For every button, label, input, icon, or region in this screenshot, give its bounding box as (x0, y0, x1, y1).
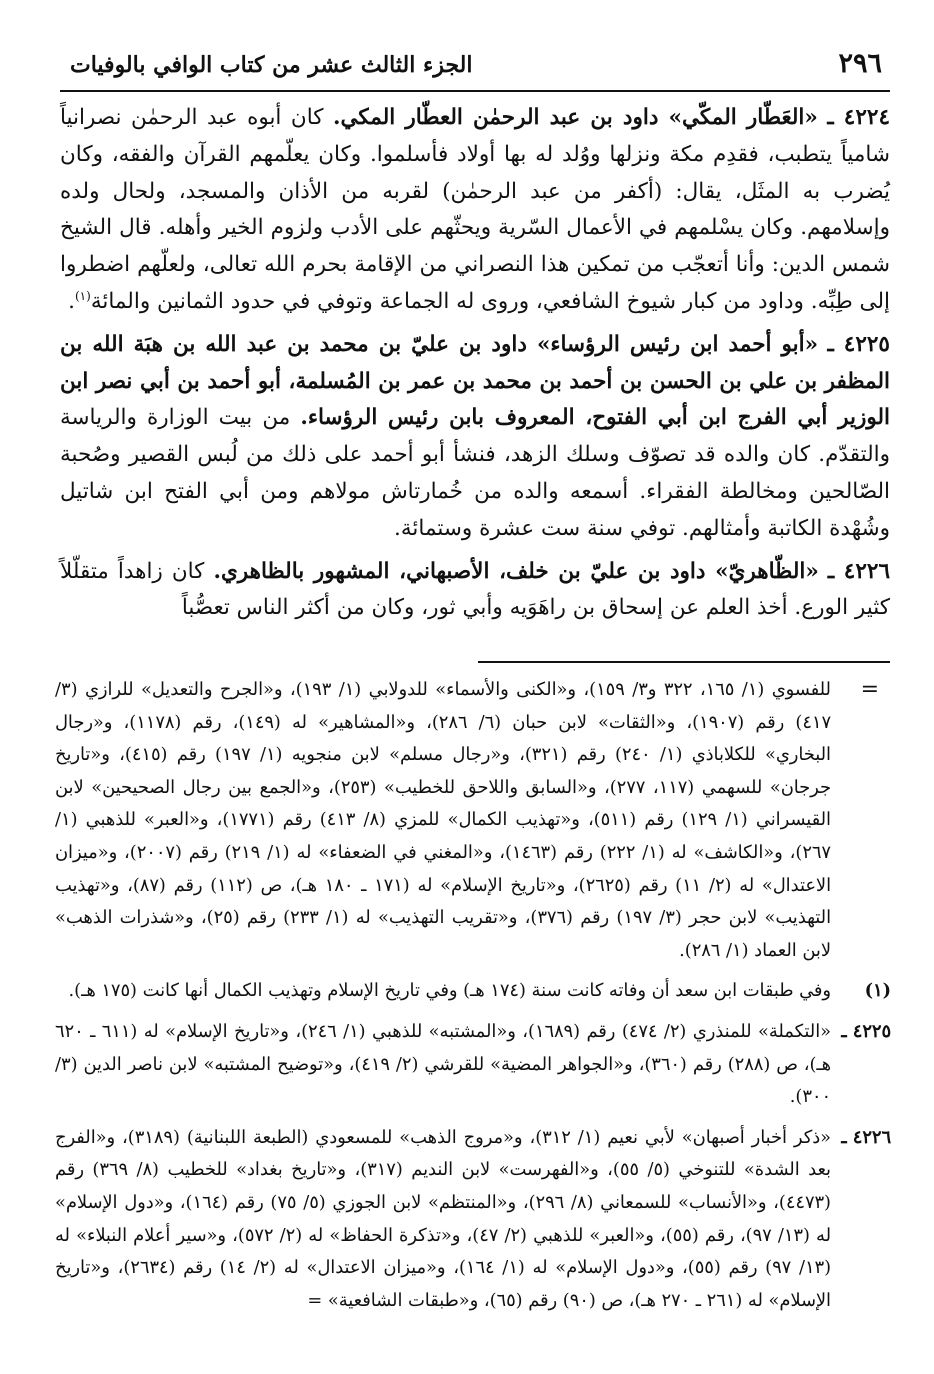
entry-number: ٤٢٢٦ ـ (827, 558, 890, 584)
footnote-4226 (55, 1122, 891, 1318)
entry-heading: «أبو أحمد ابن رئيس الرؤساء» داود بن عليّ بن محمد بن عبد الله بن هبَة الله بن المظفر بن علي بن الحسن بن أحمد بن محمد بن عمر بن المُسلمة، أبو أحمد بن أبي نصر ابن الوزير أبي الفرج ابن أبي الفتوح، المعروف بابن رئيس الرؤساء. (60, 331, 890, 431)
page-number: ٢٩٦ (838, 48, 882, 79)
footnote-continuation (55, 674, 891, 967)
entry-4224 (60, 100, 890, 321)
footnote-text: «التكملة» للمنذري (٢/ ٤٧٤) رقم (١٦٨٩)، و«المشتبه» للذهبي (١/ ٢٤٦)، و«تاريخ الإسلام» له (٦١١ ـ ٦٢٠ هـ)، ص (٢٨٨) رقم (٣٦٠)، و«الجواهر المضية» للقرشي (٢/ ٤١٩)، و«توضيح المشتبه» لابن ناصر الدين (٣/ ٣٠٠). (55, 1020, 832, 1108)
footnote-text: وفي طبقات ابن سعد أن وفاته كانت سنة (١٧٤ هـ) وفي تاريخ الإسلام وتهذيب الكمال أنها كانت (١٧٥ هـ). (68, 980, 831, 1002)
main-text (60, 100, 890, 633)
entry-4225 (60, 327, 890, 548)
entry-4226 (60, 554, 890, 628)
footnote-mark: ٤٢٢٦ ـ (841, 1126, 891, 1148)
entry-heading: «العَطّار المكّي» داود بن عبد الرحمٰن العطّار المكي. (333, 105, 818, 130)
entry-number: ٤٢٢٤ ـ (827, 105, 890, 130)
entry-body: كان أبوه عبد الرحمٰن نصرانياً شامياً يتطبب، فقدِم مكة ونزلها ووُلد له بها أولاد فأسلموا. وكان يعلّمهم القرآن والفقه، وكان يُضرب به المثَل، يقال: (أكفر من عبد الرحمٰن) لقربه من الأذان والمسجد، ولحال ولده وإسلامهم. وكان يسْلمهم في الأعمال السّرية ويحثّهم على الأدب ولزوم الخير وأهله. قال الشيخ شمس الدين: وأنا أتعجّب من تمكين هذا النصراني من الإقامة بحرم الله تعالى، ولعلّهم اضطروا إلى طِبِّه. وداود من كبار شيوخ الشافعي، وروى له الجماعة وتوفي في حدود الثمانين والمائة (60, 105, 890, 314)
footnote-ref[interactable]: (١) (74, 288, 91, 303)
entry-heading: «الظّاهريّ» داود بن عليّ بن خلف، الأصبهاني، المشهور بالظاهري. (213, 558, 819, 584)
footnote-mark: ٤٢٢٥ ـ (841, 1020, 891, 1042)
footnote-4225 (55, 1016, 891, 1114)
entry-body: كان زاهداً متقلّلاً كثير الورع. أخذ العلم عن إسحاق بن راهَوَيه وأبي ثور، وكان من أكثر الناس تعصُّباً (60, 558, 890, 621)
entry-tail: . (68, 288, 75, 314)
footnote-mark: = (860, 677, 879, 702)
footnote-1 (55, 975, 891, 1008)
entry-body: من بيت الوزارة والرياسة والتقدّم. كان والده قد تصوّف وسلك الزهد، فنشأ أبو أحمد على ذلك من لُبس القصير وصُحبة الصّالحين ومخالطة الفقراء. أسمعه والده من خُمارتاش مولاهم ومن أبي الفتح ابن شاتيل وشُهْدة الكاتبة وأمثالهم. توفي سنة ست عشرة وستمائة. (60, 405, 890, 541)
footnote-text: «ذكر أخبار أصبهان» لأبي نعيم (١/ ٣١٢)، و«مروج الذهب» للمسعودي (الطبعة اللبنانية) (٣١٨٩)، و«الفرج بعد الشدة» للتنوخي (٥/ ٥٥)، و«الفهرست» لابن النديم (٣١٧)، و«تاريخ بغداد» للخطيب (٨/ ٣٦٩) رقم (٤٤٧٣)، و«الأنساب» للسمعاني (٨/ ٢٩٦)، و«المنتظم» لابن الجوزي (٥/ ٧٥) رقم (١٦٤)، و«دول الإسلام» له (١٣/ ٩٧)، رقم (٥٥)، و«العبر» للذهبي (٢/ ٤٧)، و«تذكرة الحفاظ» له (٢/ ٥٧٢)، و«سير أعلام النبلاء» له (١٣/ ٩٧) رقم (٥٥)، و«دول الإسلام» له (١/ ١٦٤)، و«ميزان الاعتدال» له (٢/ ١٤) رقم (٢٦٣٤)، و«تاريخ الإسلام» له (٢٦١ ـ ٢٧٠ هـ)، ص (٩٠) رقم (٦٥)، و«طبقات الشافعية» = (55, 1126, 832, 1311)
entry-number: ٤٢٢٥ ـ (827, 331, 890, 357)
footnote-text: للفسوي (١/ ١٦٥، ٣٢٢ و٣/ ١٥٩)، و«الكنى والأسماء» للدولابي (١/ ١٩٣)، و«الجرح والتعديل» للرازي (٣/ ٤١٧) رقم (١٩٠٧)، و«الثقات» لابن حبان (٦/ ٢٨٦)، و«المشاهير» له (١٤٩)، رقم (١١٧٨)، و«رجال البخاري» للكلاباذي (١/ ٢٤٠) رقم (٣٢١)، و«رجال مسلم» لابن منجويه (١/ ١٩٧) رقم (٤١٥)، و«تاريخ جرجان» للسهمي (١١٧، ٢٧٧)، و«السابق واللاحق للخطيب» (٢٥٣)، و«الجمع بين رجال الصحيحين» لابن القيسراني (١/ ١٢٩) رقم (٥١١)، و«تهذيب الكمال» للمزي (٨/ ٤١٣) رقم (١٧٧١)، و«العبر» للذهبي (١/ ٢٦٧)، و«الكاشف» له (١/ ٢٢٢) رقم (١٤٦٣)، و«المغني في الضعفاء» له (١/ ٢١٩) رقم (٢٠٠٧)، و«ميزان الاعتدال» له (٢/ ١١) رقم (٢٦٢٥)، و«تاريخ الإسلام» له (١٧١ ـ ١٨٠ هـ)، ص (١١٢) رقم (٨٧)، و«تهذيب التهذيب» لابن حجر (٣/ ١٩٧) رقم (٣٧٦)، و«تقريب التهذيب» له (١/ ٢٣٣) رقم (٢٥)، و«شذرات الذهب» لابن العماد (١/ ٢٨٦). (55, 679, 832, 961)
footnotes (55, 674, 891, 1325)
footnote-divider (478, 661, 890, 663)
footnote-mark: (١) (864, 980, 891, 1002)
running-title: الجزء الثالث عشر من كتاب الوافي بالوفيات (70, 52, 473, 78)
page-header (60, 40, 890, 92)
